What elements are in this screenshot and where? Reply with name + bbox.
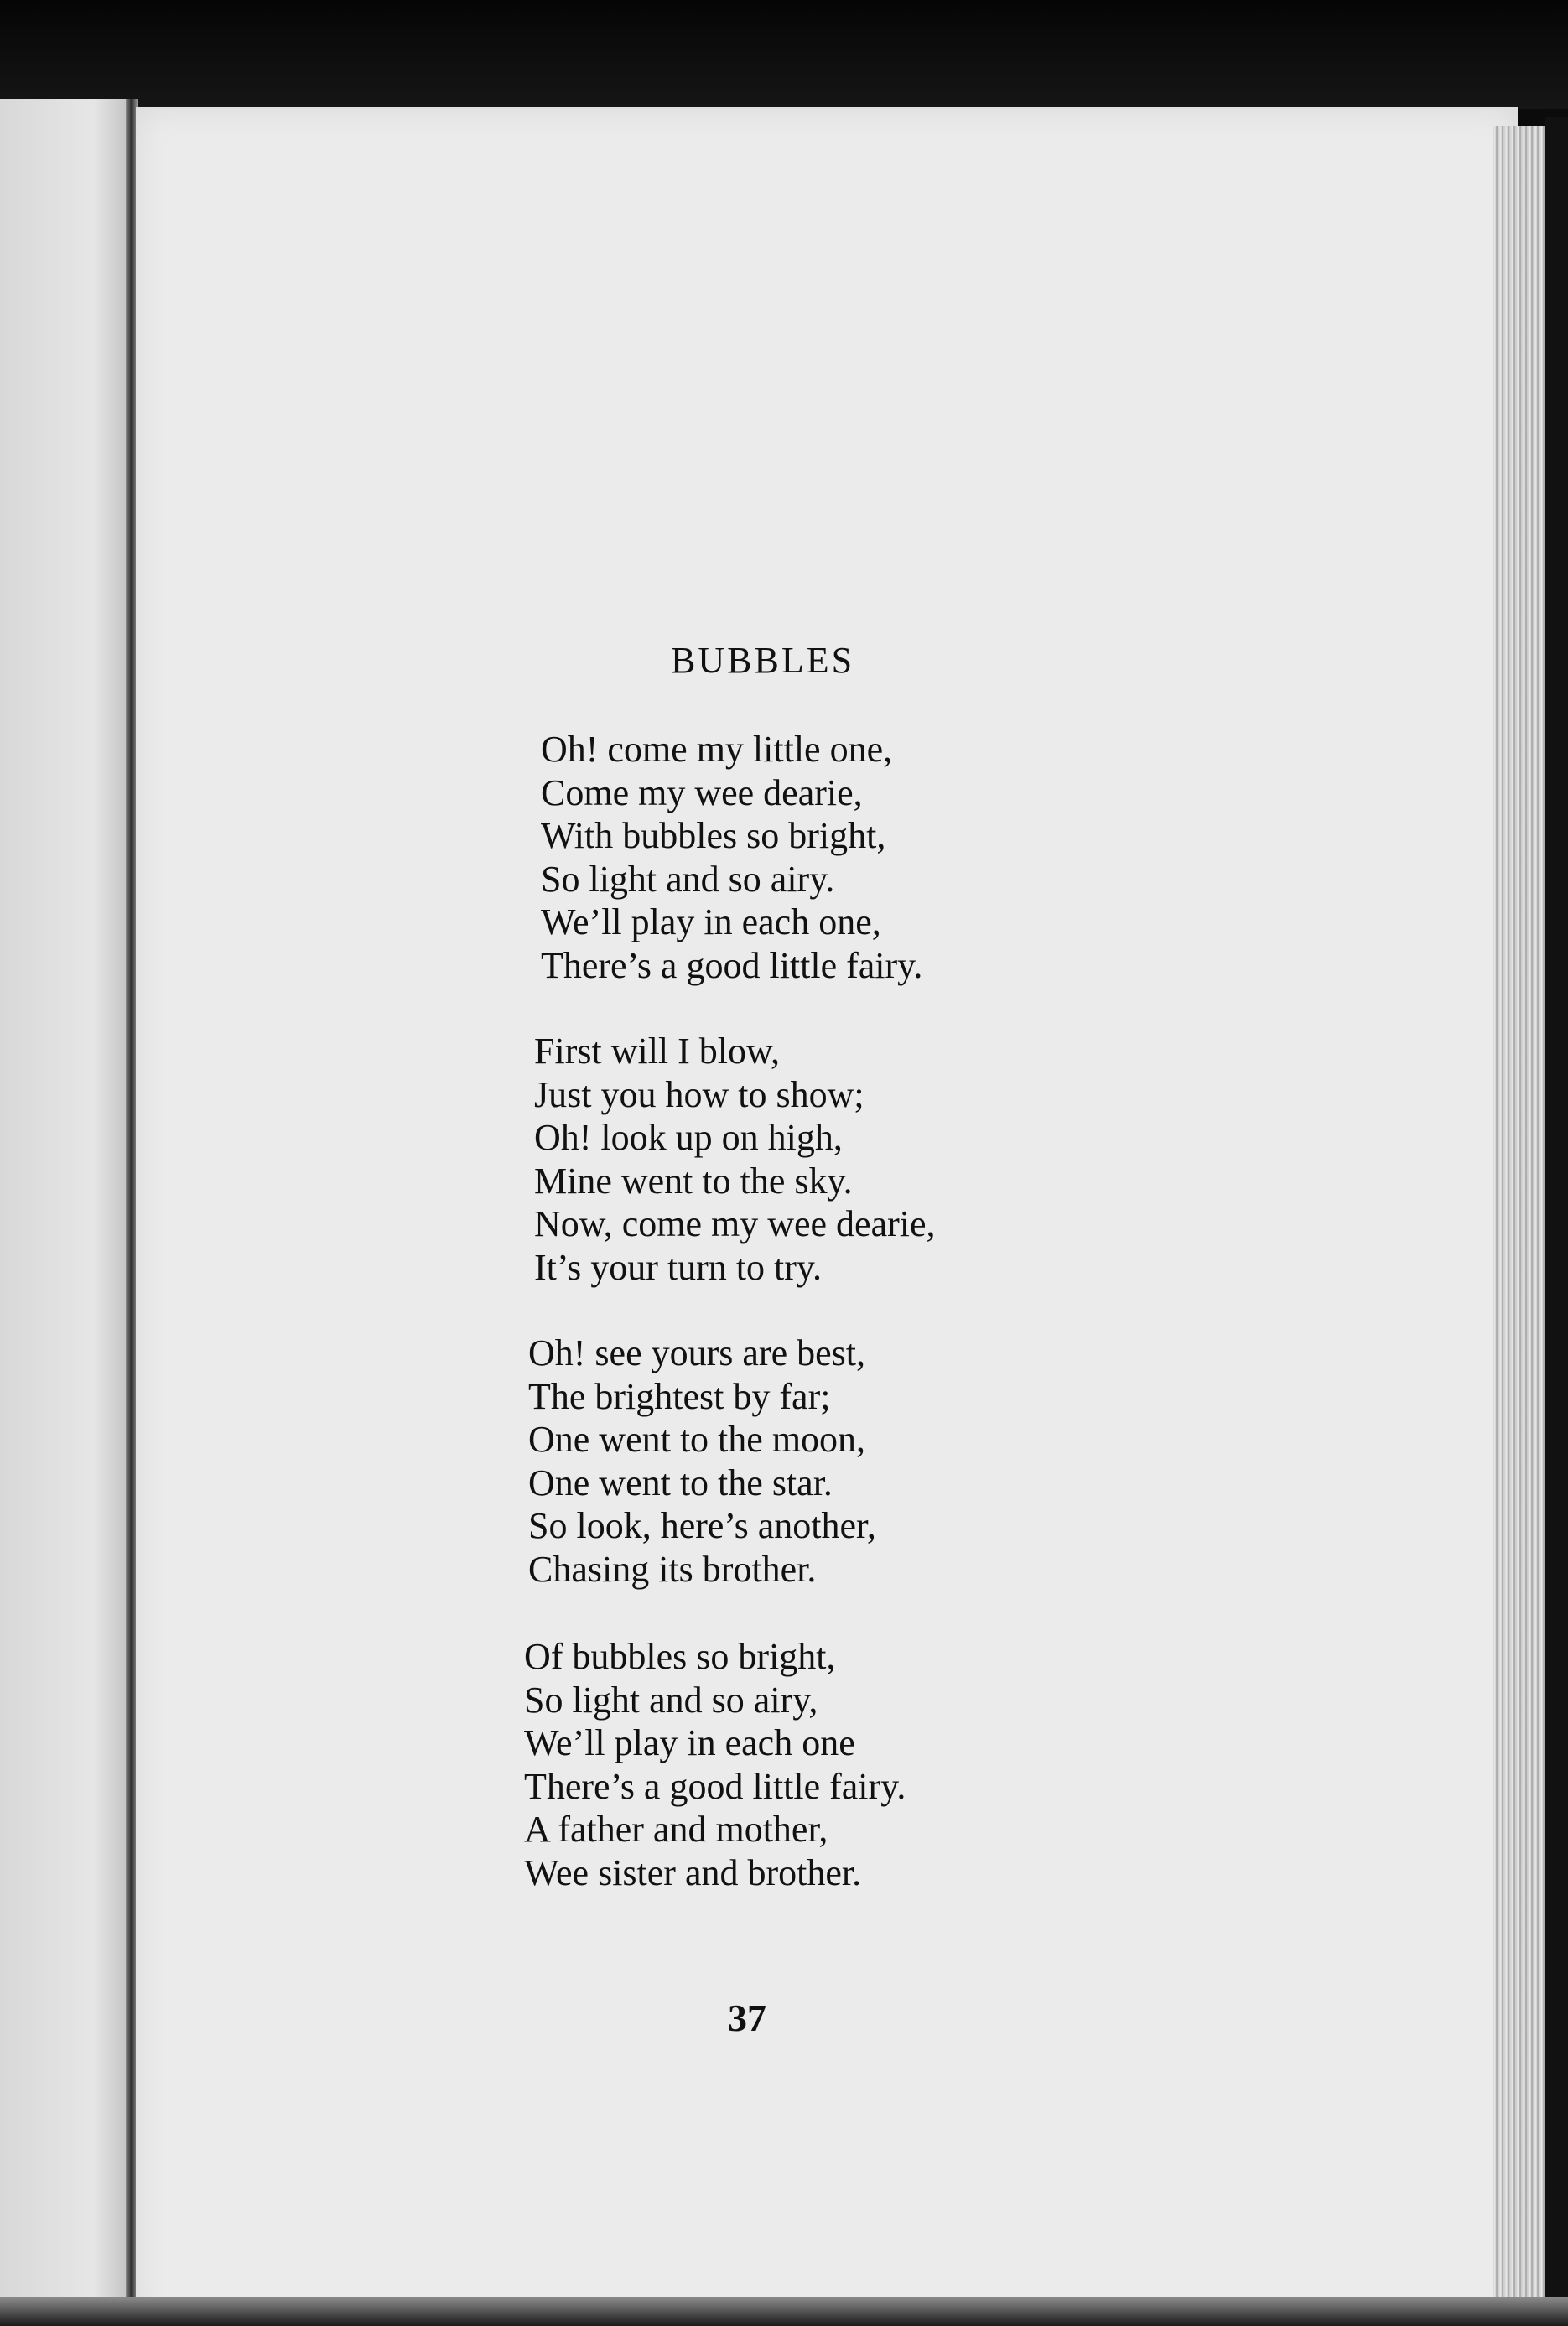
previous-page-edge: [0, 99, 134, 2326]
verse-line: Oh! look up on high,: [534, 1117, 843, 1158]
verse-line: It’s your turn to try.: [534, 1246, 822, 1288]
stanza-4: [524, 1635, 906, 1894]
verse-line: The brightest by far;: [528, 1375, 831, 1417]
verse-line: One went to the moon,: [528, 1419, 866, 1460]
verse-line: Mine went to the sky.: [534, 1160, 853, 1202]
poem-title: BUBBLES: [671, 640, 855, 681]
verse-line: So light and so airy.: [541, 858, 835, 900]
stanza-2: [534, 1030, 936, 1289]
verse-line: Now, come my wee dearie,: [534, 1203, 936, 1244]
verse-line: We’ll play in each one,: [541, 901, 881, 942]
verse-line: Oh! come my little one,: [541, 729, 893, 770]
verse-line: A father and mother,: [524, 1809, 828, 1850]
verse-line: Oh! see yours are best,: [528, 1332, 865, 1373]
verse-line: There’s a good little fairy.: [541, 944, 923, 986]
film-border-top: [0, 0, 1568, 109]
verse-line: First will I blow,: [534, 1031, 780, 1072]
verse-line: One went to the star.: [528, 1462, 833, 1503]
verse-line: With bubbles so bright,: [541, 815, 886, 856]
verse-line: So light and so airy,: [524, 1679, 818, 1721]
verse-line: So look, here’s another,: [528, 1505, 876, 1546]
page-number: 37: [728, 1996, 766, 2039]
verse-line: Come my wee dearie,: [541, 771, 863, 813]
verse-line: We’ll play in each one: [524, 1722, 855, 1763]
film-border-bottom: [0, 2297, 1568, 2326]
verse-line: Just you how to show;: [534, 1073, 864, 1115]
verse-line: There’s a good little fairy.: [524, 1765, 906, 1807]
verse-line: Wee sister and brother.: [524, 1851, 862, 1893]
stanza-1: [541, 728, 922, 987]
stacked-page-edges: [1493, 126, 1545, 2326]
stanza-3: [528, 1332, 876, 1591]
film-border-right: [1545, 117, 1568, 2326]
verse-line: Of bubbles so bright,: [524, 1636, 836, 1677]
verse-line: Chasing its brother.: [528, 1548, 817, 1590]
